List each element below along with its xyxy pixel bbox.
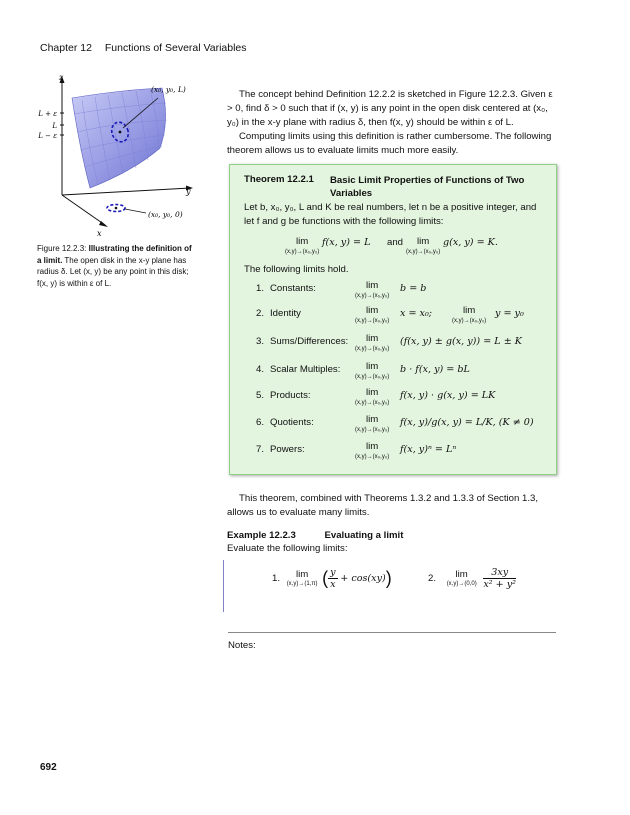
problem-1-sub: (x,y)→(1,π)	[286, 581, 318, 588]
lim-word: lim	[366, 361, 379, 372]
l-plus-label: L + ε	[38, 110, 57, 118]
lim-sub: (x,y)→(x₀,y₀)	[355, 317, 390, 324]
theorem-item-label	[256, 417, 314, 428]
top-point-label: (x₀, y₀, L)	[151, 85, 186, 94]
paragraph-1: The concept behind Definition 12.2.2 is sketched in Figure 12.2.3. Given ε > 0, find δ > 0 such that if (x, y) is any point in the open disk centered at (x₀, y₀) in the x-y plane with radius δ, then f(x, y) should be within ε of L.	[227, 89, 553, 128]
l-label: L	[52, 122, 57, 130]
lim-word: lim	[417, 236, 430, 247]
example-subtitle: Evaluate the following limits:	[227, 543, 348, 554]
x-label: x	[97, 229, 102, 238]
theorem-item-label	[256, 390, 311, 401]
figure-caption	[37, 243, 197, 289]
theorem-name: Basic Limit Properties of Functions of Two Variables	[330, 175, 525, 200]
page-number: 692	[40, 762, 57, 773]
surface-point	[119, 131, 122, 134]
theorem-item-expression: f(x, y)/g(x, y) = L/K, (K ≠ 0)	[400, 417, 534, 428]
theorem-item-expression: x = x₀;	[400, 308, 433, 319]
lim-sub: (x,y)→(x₀,y₀)	[355, 426, 390, 433]
theorem-item-label	[256, 283, 316, 294]
chapter-label: Chapter 12	[40, 42, 92, 54]
surface	[72, 88, 166, 188]
lim-word: lim	[455, 568, 468, 580]
theorem-item-label	[256, 336, 348, 347]
problem-1-denominator: x	[330, 579, 336, 590]
paragraph-2: Computing limits using this definition is rather cumbersome. The following theorem allows us to evaluate limits much more easily.	[227, 131, 552, 156]
lim-sub: (x,y)→(x₀,y₀)	[406, 248, 441, 255]
theorem-item-expression: f(x, y)ⁿ = Lⁿ	[400, 444, 457, 455]
problem-2-denominator: x² + y²	[483, 579, 517, 590]
lim-word: lim	[463, 305, 476, 316]
lim-word: lim	[296, 236, 309, 247]
lim-word: lim	[366, 387, 379, 398]
theorem-item-text: Products:	[270, 390, 311, 401]
y-label: y	[186, 187, 191, 196]
lim-sub: (x,y)→(x₀,y₀)	[355, 292, 390, 299]
example-heading	[227, 530, 403, 541]
theorem-item-text: Constants:	[270, 283, 316, 294]
lim-word: lim	[366, 441, 379, 452]
theorem-item-expression: b = b	[400, 283, 427, 294]
theorem-item-limit-2	[452, 306, 486, 325]
theorem-item-label	[256, 364, 340, 375]
lim-word: lim	[366, 333, 379, 344]
chapter-title: Functions of Several Variables	[104, 42, 247, 54]
lim-word: lim	[366, 280, 379, 291]
theorem-item-label	[256, 308, 301, 319]
theorem-heading	[244, 174, 525, 200]
theorem-item-number: 2.	[256, 308, 265, 319]
problem-2-number: 2.	[428, 573, 437, 585]
theorem-box	[229, 164, 557, 475]
lim-sub: (x,y)→(x₀,y₀)	[285, 248, 320, 255]
theorem-item-limit	[355, 306, 389, 325]
theorem-item-expression: f(x, y) · g(x, y) = LK	[400, 390, 496, 401]
theorem-intro: Let b, x₀, y₀, L and K be real numbers, let n be a positive integer, and let f and g be functions with the following limits:	[244, 202, 537, 227]
lim-sub: (x,y)→(x₀,y₀)	[355, 345, 390, 352]
and-word: and	[387, 237, 404, 248]
lim-sub: (x,y)→(x₀,y₀)	[355, 373, 390, 380]
theorem-item-text: Quotients:	[270, 417, 314, 428]
lim-sub: (x,y)→(x₀,y₀)	[452, 317, 487, 324]
theorem-item-expression: (f(x, y) ± g(x, y)) = L ± K	[400, 336, 522, 347]
problem-1-numerator: y	[330, 567, 336, 578]
theorem-item-number: 6.	[256, 417, 265, 428]
theorem-item-number: 4.	[256, 364, 265, 375]
lim-sub: (x,y)→(x₀,y₀)	[355, 453, 390, 460]
theorem-item-text: Identity	[270, 308, 301, 319]
given-limit-g	[406, 237, 498, 255]
lim-sub: (x,y)→(x₀,y₀)	[355, 399, 390, 406]
theorem-item-text: Scalar Multiples:	[270, 364, 341, 375]
example-problem-2	[428, 567, 516, 590]
caption-lead: Figure 12.2.3:	[37, 244, 87, 253]
problem-1-number: 1.	[272, 573, 281, 585]
notes-label: Notes:	[228, 640, 256, 651]
theorem-item-number: 3.	[256, 336, 265, 347]
theorem-item-number: 7.	[256, 444, 265, 455]
given-g-expr: g(x, y) = K.	[442, 237, 498, 248]
theorem-item-limit	[355, 388, 389, 407]
problem-1-rest: + cos(xy)	[340, 573, 386, 585]
example-label: Example 12.2.3	[227, 530, 296, 541]
hold-text: The following limits hold.	[244, 264, 349, 275]
problem-2-sub: (x,y)→(0,0)	[446, 581, 477, 588]
theorem-item-text: Sums/Differences:	[270, 336, 349, 347]
theorem-item-number: 1.	[256, 283, 265, 294]
theorem-item-expression: b · f(x, y) = bL	[400, 364, 470, 375]
theorem-item-number: 5.	[256, 390, 265, 401]
example-problem-1: 1. lim (x,y)→(1,π) ( $\frac{y}{x}$ + cos(xy))	[272, 567, 392, 590]
theorem-item-expression-2: y = y₀	[495, 308, 524, 319]
page-header	[40, 42, 247, 54]
theorem-item-limit	[355, 442, 389, 461]
given-limit-f	[285, 237, 370, 255]
caption-bold: Illustrating the definition of a limit.	[37, 244, 192, 265]
lim-word: lim	[366, 414, 379, 425]
problem-2-numerator: 3xy	[483, 567, 516, 579]
theorem-item-limit	[355, 334, 389, 353]
given-f-expr: f(x, y) = L	[321, 237, 371, 248]
caption-text: The open disk in the x-y plane has radius δ. Let (x, y) be any point in this disk; f(x, y) is within ε of L.	[37, 255, 189, 288]
limit-figure	[30, 70, 200, 245]
theorem-label: Theorem 12.2.1	[244, 174, 314, 185]
z-label: z	[58, 73, 64, 82]
theorem-item-label	[256, 444, 305, 455]
paragraph-3: This theorem, combined with Theorems 1.3.2 and 1.3.3 of Section 1.3, allows us to evaluate many limits.	[227, 493, 538, 518]
problem-1-fraction	[328, 567, 337, 590]
notes-divider	[228, 632, 556, 633]
theorem-item-limit	[355, 362, 389, 381]
theorem-item-limit	[355, 281, 389, 300]
theorem-item-limit	[355, 415, 389, 434]
example-margin-bar	[223, 560, 224, 612]
example-title: Evaluating a limit	[324, 530, 404, 541]
l-minus-label: L − ε	[38, 132, 57, 140]
base-point-label: (x₀, y₀, 0)	[148, 210, 183, 219]
x-axis	[62, 195, 105, 225]
y-axis	[62, 188, 190, 195]
problem-2-fraction	[483, 567, 516, 590]
lim-word: lim	[295, 568, 309, 580]
theorem-item-text: Powers:	[270, 444, 305, 455]
lim-word: lim	[366, 305, 379, 316]
